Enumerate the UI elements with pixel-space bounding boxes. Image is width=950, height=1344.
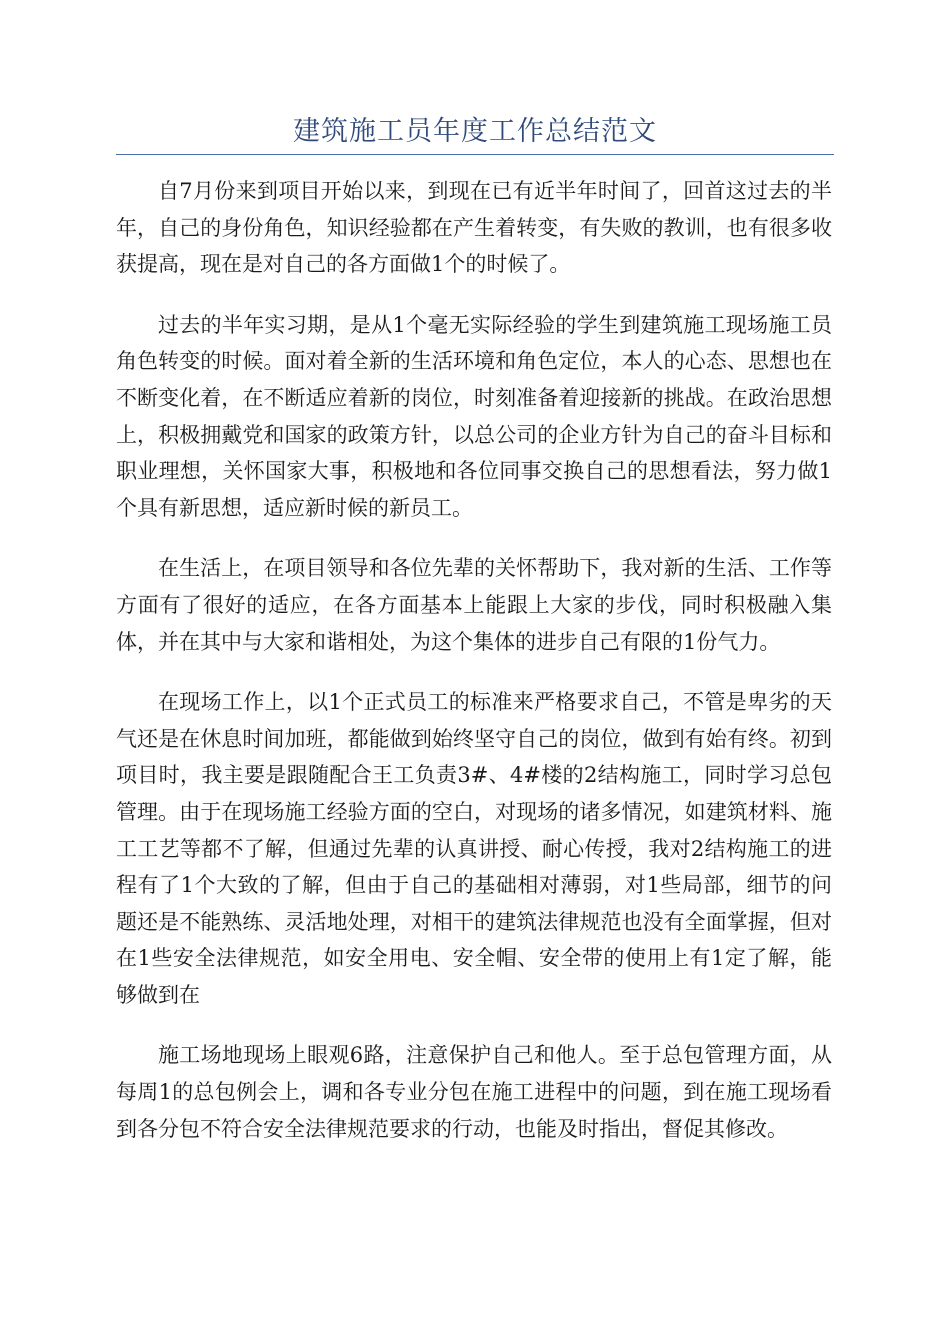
- paragraph-4: 在现场工作上，以1个正式员工的标准来严格要求自己，不管是卑劣的天气还是在休息时间加班，都能做到始终坚守自己的岗位，做到有始有终。初到项目时，我主要是跟随配合王工负责3#、4#楼的2结构施工，同时学习总包管理。由于在现场施工经验方面的空白，对现场的诸多情况，如建筑材料、施工工艺等都不了解，但通过先辈的认真讲授、耐心传授，我对2结构施工的进程有了1个大致的了解，但由于自己的基础相对薄弱，对1些局部，细节的问题还是不能熟练、灵活地处理，对相干的建筑法律规范也没有全面掌握，但对在1些安全法律规范，如安全用电、安全帽、安全带的使用上有1定了解，能够做到在: [116, 690, 832, 1007]
- paragraph-5: 施工场地现场上眼观6路，注意保护自己和他人。至于总包管理方面，从每周1的总包例会上，调和各专业分包在施工进程中的问题，到在施工现场看到各分包不符合安全法律规范要求的行动，也能及时指出，督促其修改。: [116, 1043, 832, 1141]
- document-title: 建筑施工员年度工作总结范文: [293, 116, 657, 147]
- paragraph-2: 过去的半年实习期，是从1个毫无实际经验的学生到建筑施工现场施工员角色转变的时候。面对着全新的生活环境和角色定位，本人的心态、思想也在不断变化着，在不断适应着新的岗位，时刻准备着迎接新的挑战。在政治思想上，积极拥戴党和国家的政策方针，以总公司的企业方针为自己的奋斗目标和职业理想，关怀国家大事，积极地和各位同事交换自己的思想看法，努力做1个具有新思想，适应新时候的新员工。: [116, 312, 832, 520]
- paragraph-3: 在生活上，在项目领导和各位先辈的关怀帮助下，我对新的生活、工作等方面有了很好的适应，在各方面基本上能跟上大家的步伐，同时积极融入集体，并在其中与大家和谐相处，为这个集体的进步自己有限的1份气力。: [116, 556, 832, 654]
- document-body: [116, 173, 832, 1171]
- title-underline: [116, 154, 834, 155]
- paragraph-1: 自7月份来到项目开始以来，到现在已有近半年时间了，回首这过去的半年，自己的身份角色，知识经验都在产生着转变，有失败的教训，也有很多收获提高，现在是对自己的各方面做1个的时候了。: [116, 179, 832, 277]
